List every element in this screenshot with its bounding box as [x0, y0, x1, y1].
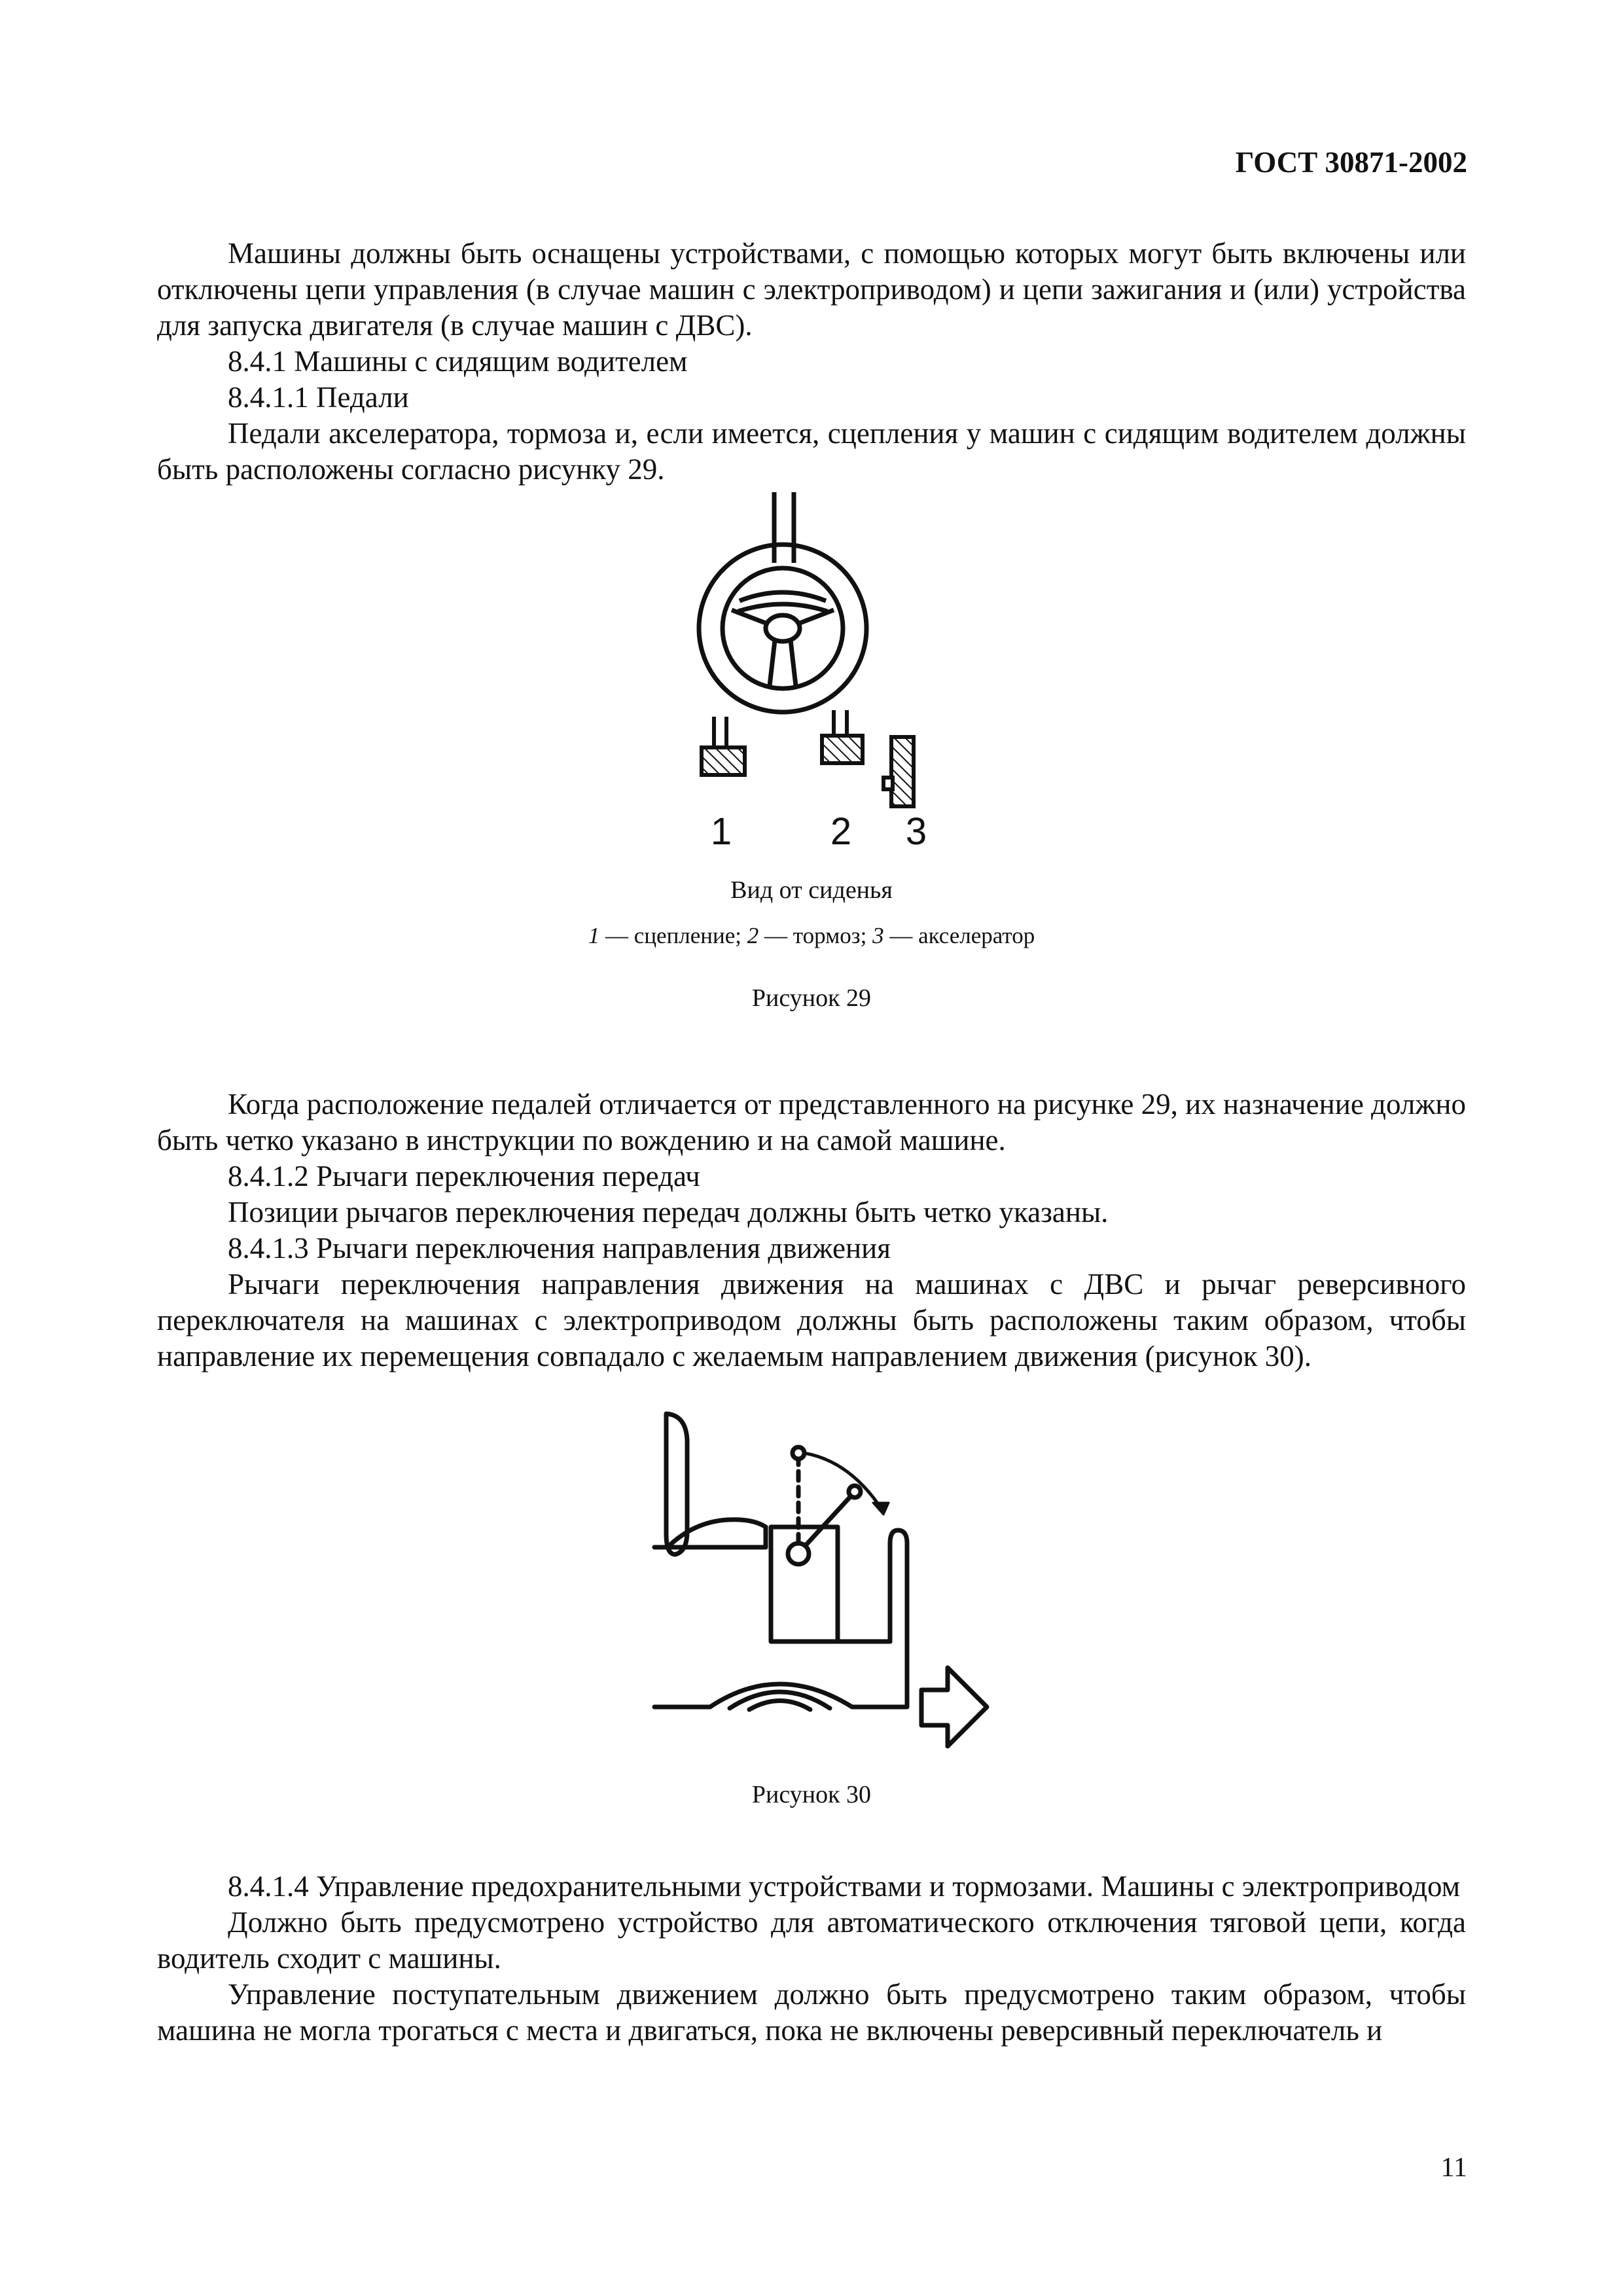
floor-and-wheel	[654, 1684, 852, 1710]
figure-29-caption: Рисунок 29	[751, 984, 872, 1012]
figure-30-caption: Рисунок 30	[751, 1781, 872, 1808]
section-heading: 8.4.1.1 Педали	[228, 381, 409, 414]
seat-icon	[654, 1414, 766, 1554]
lever-housing	[771, 1527, 907, 1707]
paragraph: Рычаги переключения направления движения на машинах с ДВС и рычаг реверсивного переключателя на машинах с электроприводом должны быть расположены таким образом, чтобы направление их перемещения совпадало с желаемым направлением движения (рисунок 30).	[157, 1268, 1466, 1372]
paragraph: Управление поступательным движением должно быть предусмотрено таким образом, чтобы машина не могла трогаться с места и двигаться, пока не включены реверсивный переключатель и	[157, 1978, 1466, 2047]
section-heading: 8.4.1.3 Рычаги переключения направления движения	[228, 1232, 891, 1265]
document-header: ГОСТ 30871-2002	[1235, 146, 1467, 179]
figure-29-legend: 1 — сцепление; 2 — тормоз; 3 — акселератор	[588, 923, 1035, 948]
label-1: 1	[710, 810, 732, 853]
label-3: 3	[905, 810, 927, 853]
paragraph: Позиции рычагов переключения передач должны быть четко указаны.	[228, 1196, 1109, 1229]
figure-29-view-caption: Вид от сиденья	[730, 876, 893, 904]
page-number: 11	[1440, 2153, 1467, 2183]
section-heading: 8.4.1 Машины с сидящим водителем	[228, 345, 688, 378]
section-heading: 8.4.1.2 Рычаги переключения передач	[228, 1160, 700, 1193]
paragraph: Машины должны быть оснащены устройствами, с помощью которых могут быть включены или отключены цепи управления (в случае машин с электроприводом) и цепи зажигания и (или) устройства для запуска двигателя (в случае машин с ДВС).	[157, 237, 1466, 342]
label-2: 2	[830, 810, 852, 853]
arrow-right-icon	[921, 1668, 987, 1746]
section-heading: 8.4.1.4 Управление предохранительными устройствами и тормозами. Машины с электроприводом	[228, 1870, 1461, 1903]
paragraph: Педали акселератора, тормоза и, если имеется, сцепления у машин с сидящим водителем должны быть расположены согласно рисунку 29.	[157, 417, 1466, 486]
paragraph: Когда расположение педалей отличается от представленного на рисунке 29, их назначение должно быть четко указано в инструкции по вождению и на самой машине.	[157, 1088, 1466, 1157]
paragraph: Должно быть предусмотрено устройство для автоматического отключения тяговой цепи, когда водитель сходит с машины.	[157, 1906, 1466, 1975]
text-block-3	[157, 1869, 1466, 2049]
